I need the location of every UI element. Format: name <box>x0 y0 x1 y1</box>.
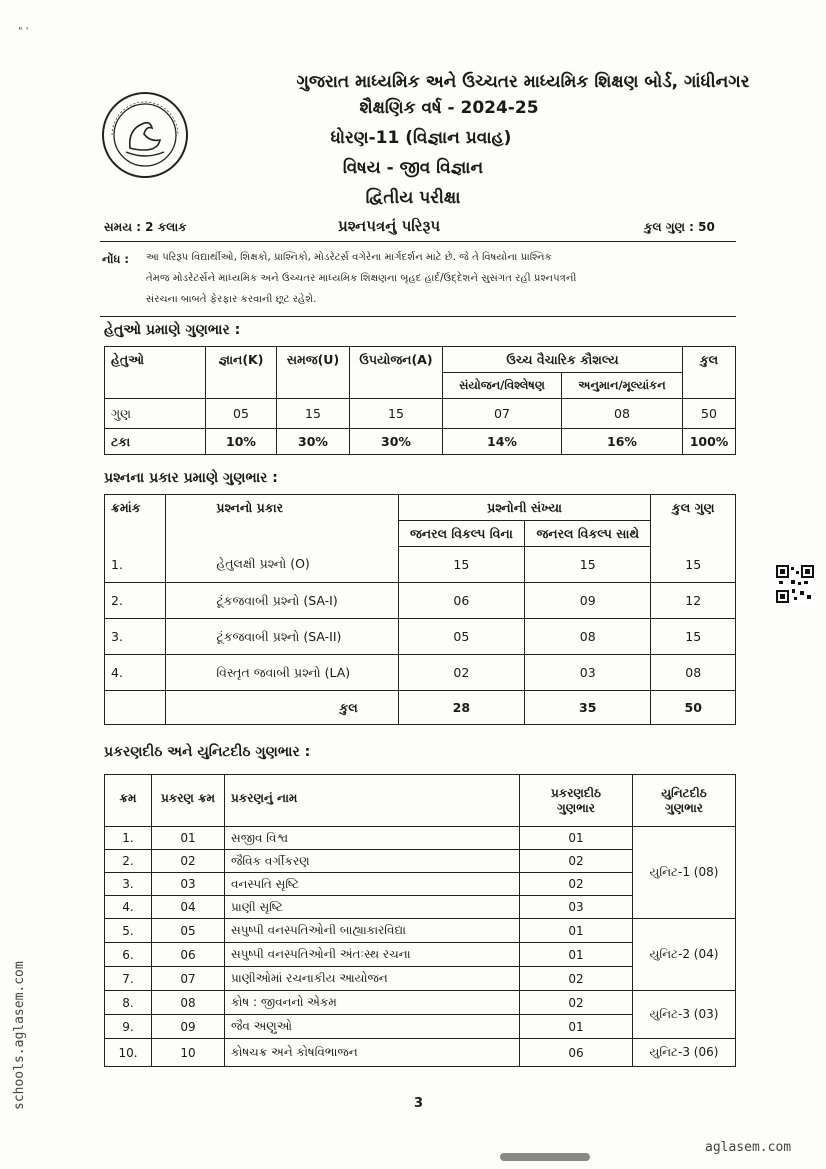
cell: 08 <box>651 655 736 691</box>
cell: પ્રાણીઓમાં રચનાકીય આયોજન <box>225 967 520 991</box>
cell: 1. <box>105 827 152 850</box>
hdr-sr: ક્રમ <box>105 775 152 827</box>
table-row <box>105 1039 736 1067</box>
cell: 07 <box>152 967 225 991</box>
question-type-table <box>104 494 736 725</box>
cell: 15 <box>350 399 443 429</box>
cell: 10. <box>105 1039 152 1067</box>
unit-cell: યુનિટ-1 (08) <box>633 827 736 919</box>
cell: 08 <box>562 399 683 429</box>
hdr-count: પ્રશ્નોની સંખ્યા <box>398 495 651 521</box>
cell: 01 <box>152 827 225 850</box>
cell: 9. <box>105 1015 152 1039</box>
cell: 15 <box>398 547 524 583</box>
table-row <box>105 547 736 583</box>
cell: 3. <box>105 873 152 896</box>
cell: 6. <box>105 943 152 967</box>
chapter-unit-table <box>104 774 736 1067</box>
cell: જૈવિક વર્ગીકરણ <box>225 850 520 873</box>
hdr-unit-marks-line1: યુનિટદીઠ <box>661 785 707 800</box>
hdr-unit-marks-line2: ગુણભાર <box>665 800 703 815</box>
cell: 15 <box>651 619 736 655</box>
cell: 15 <box>651 547 736 583</box>
cell: વનસ્પતિ સૃષ્ટિ <box>225 873 520 896</box>
standard: ધોરણ-11 (વિજ્ઞાન પ્રવાહ) <box>330 128 512 148</box>
cell: કોષ : જીવનનો એકમ <box>225 991 520 1015</box>
cell: 15 <box>525 547 651 583</box>
cell: 02 <box>520 967 633 991</box>
scan-smudge <box>500 1153 590 1161</box>
cell: સપુષ્પી વનસ્પતિઓની બાહ્યાકારવિદ્યા <box>225 919 520 943</box>
cell: સપુષ્પી વનસ્પતિઓની અંતઃસ્થ રચના <box>225 943 520 967</box>
footer-label: કુલ <box>166 691 398 725</box>
note-line-2: તેમજ મોડરેટર્સને માધ્યમિક અને ઉચ્ચતર માધ્યમિક શિક્ષણના બૃહદ હાર્દ/ઉદ્દેશને સુસંગત રહી પ્રશ્નપત્રની <box>146 273 577 284</box>
table-row <box>105 399 736 429</box>
table-row <box>105 827 736 850</box>
cell: 01 <box>520 919 633 943</box>
cell: સજીવ વિશ્વ <box>225 827 520 850</box>
cell: 7. <box>105 967 152 991</box>
cell: 28 <box>398 691 524 725</box>
cell: 16% <box>562 429 683 455</box>
cell: ટૂંકજવાબી પ્રશ્નો (SA-I) <box>166 583 398 619</box>
cell: 08 <box>152 991 225 1015</box>
subject: વિષય - જીવ વિજ્ઞાન <box>342 158 484 178</box>
objectives-weightage-table <box>104 346 736 455</box>
cell: 02 <box>520 850 633 873</box>
hdr-objectives: હેતુઓ <box>105 347 206 373</box>
divider-top <box>100 241 736 242</box>
cell: 10 <box>152 1039 225 1067</box>
table-row <box>105 919 736 943</box>
cell: 35 <box>525 691 651 725</box>
table-row <box>105 429 736 455</box>
table-row <box>105 655 736 691</box>
cell: 100% <box>683 429 736 455</box>
row-label: ટકા <box>105 429 206 455</box>
cell: 06 <box>152 943 225 967</box>
row-label: ગુણ <box>105 399 206 429</box>
section1-title: હેતુઓ પ્રમાણે ગુણભાર : <box>104 322 241 338</box>
hdr-evaluation: અનુમાન/મૂલ્યાંકન <box>562 373 683 399</box>
cell: 03 <box>152 873 225 896</box>
hdr-hots: ઉચ્ચ વૈચારિક કૌશલ્ય <box>443 347 683 373</box>
side-watermark: schools.aglasem.com <box>12 961 27 1110</box>
cell: 14% <box>443 429 562 455</box>
hdr-unit-marks <box>633 775 736 827</box>
hdr-without-option: જનરલ વિકલ્પ વિના <box>398 521 524 547</box>
hdr-type: પ્રશ્નનો પ્રકાર <box>166 495 398 521</box>
hdr-chapter-name: પ્રકરણનું નામ <box>225 775 520 827</box>
cell: પ્રાણી સૃષ્ટિ <box>225 896 520 919</box>
cell: 09 <box>525 583 651 619</box>
cell: 06 <box>398 583 524 619</box>
cell: 8. <box>105 991 152 1015</box>
cell: 04 <box>152 896 225 919</box>
table-row <box>105 991 736 1015</box>
cell: 01 <box>520 943 633 967</box>
hdr-synthesis: સંયોજન/વિશ્લેષણ <box>443 373 562 399</box>
section3-title: પ્રકરણદીઠ અને યુનિટદીઠ ગુણભાર : <box>104 744 311 760</box>
cell: 03 <box>520 896 633 919</box>
cell: 4. <box>105 655 166 691</box>
section2-title: પ્રશ્નના પ્રકાર પ્રમાણે ગુણભાર : <box>104 470 278 486</box>
cell: જૈવ અણુઓ <box>225 1015 520 1039</box>
cell: 2. <box>105 583 166 619</box>
hdr-with-option: જનરલ વિકલ્પ સાથે <box>525 521 651 547</box>
cell: 01 <box>520 827 633 850</box>
paper-title: પ્રશ્નપત્રનું પરિરૂપ <box>338 217 441 235</box>
cell: 3. <box>105 619 166 655</box>
academic-year: શૈક્ષણિક વર્ષ - 2024-25 <box>359 98 539 118</box>
cell: 2. <box>105 850 152 873</box>
table-footer-row <box>105 691 736 725</box>
unit-cell: યુનિટ-2 (04) <box>633 919 736 991</box>
cell: 05 <box>206 399 277 429</box>
exam-name: દ્વિતીય પરીક્ષા <box>365 188 461 208</box>
unit-cell: યુનિટ-3 (06) <box>633 1039 736 1067</box>
cell: ટૂંકજવાબી પ્રશ્નો (SA-II) <box>166 619 398 655</box>
hdr-knowledge: જ્ઞાન(K) <box>206 347 277 373</box>
corner-mark: " ' <box>18 26 29 37</box>
cell: 02 <box>520 873 633 896</box>
cell: 12 <box>651 583 736 619</box>
note-label: નોંધ : <box>102 252 129 266</box>
cell: વિસ્તૃત જવાબી પ્રશ્નો (LA) <box>166 655 398 691</box>
cell: 01 <box>520 1015 633 1039</box>
hdr-chapter-no: પ્રકરણ ક્રમ <box>152 775 225 827</box>
cell: 1. <box>105 547 166 583</box>
table-row <box>105 619 736 655</box>
cell: 5. <box>105 919 152 943</box>
cell: હેતુલક્ષી પ્રશ્નો (O) <box>166 547 398 583</box>
cell: 02 <box>398 655 524 691</box>
qr-code <box>776 565 814 603</box>
bottom-watermark: aglasem.com <box>705 1140 792 1155</box>
hdr-understanding: સમજ(U) <box>277 347 350 373</box>
cell: 05 <box>398 619 524 655</box>
cell: 10% <box>206 429 277 455</box>
hdr-application: ઉપયોજન(A) <box>350 347 443 373</box>
hdr-sr: ક્રમાંક <box>105 495 166 521</box>
note-line-1: આ પરિરૂપ વિદ્યાર્થીઓ, શિક્ષકો, પ્રાશ્નિકો, મોડરેટર્સ વગેરેના માર્ગદર્શન માટે છે. જે તે વિષયોના પ્રાશ્નિક <box>146 252 552 263</box>
time-label: સમય : 2 કલાક <box>104 220 187 234</box>
cell: 50 <box>683 399 736 429</box>
unit-cell: યુનિટ-3 (03) <box>633 991 736 1039</box>
cell: 4. <box>105 896 152 919</box>
divider-note <box>100 316 736 317</box>
hdr-chapter-marks-line1: પ્રકરણદીઠ <box>550 785 602 800</box>
cell: 30% <box>350 429 443 455</box>
cell: 30% <box>277 429 350 455</box>
board-name: ગુજરાત માધ્યમિક અને ઉચ્ચતર માધ્યમિક શિક્ષણ બોર્ડ, ગાંધીનગર <box>296 72 750 92</box>
cell: 09 <box>152 1015 225 1039</box>
cell: 08 <box>525 619 651 655</box>
cell: 50 <box>651 691 736 725</box>
cell: 05 <box>152 919 225 943</box>
cell: 02 <box>152 850 225 873</box>
hdr-total: કુલ <box>683 347 736 373</box>
hdr-total-marks: કુલ ગુણ <box>651 495 736 521</box>
cell: 02 <box>520 991 633 1015</box>
page-number: 3 <box>414 1096 424 1111</box>
hdr-chapter-marks <box>520 775 633 827</box>
hdr-chapter-marks-line2: ગુણભાર <box>557 800 595 815</box>
cell: 15 <box>277 399 350 429</box>
note-line-3: સંરચના બાબતે ફેરફાર કરવાની છૂટ રહેશે. <box>146 294 317 305</box>
cell: 06 <box>520 1039 633 1067</box>
total-marks-label: કુલ ગુણ : 50 <box>644 220 715 234</box>
cell: 07 <box>443 399 562 429</box>
cell: 03 <box>525 655 651 691</box>
table-row <box>105 583 736 619</box>
cell: કોષચક્ર અને કોષવિભાજન <box>225 1039 520 1067</box>
